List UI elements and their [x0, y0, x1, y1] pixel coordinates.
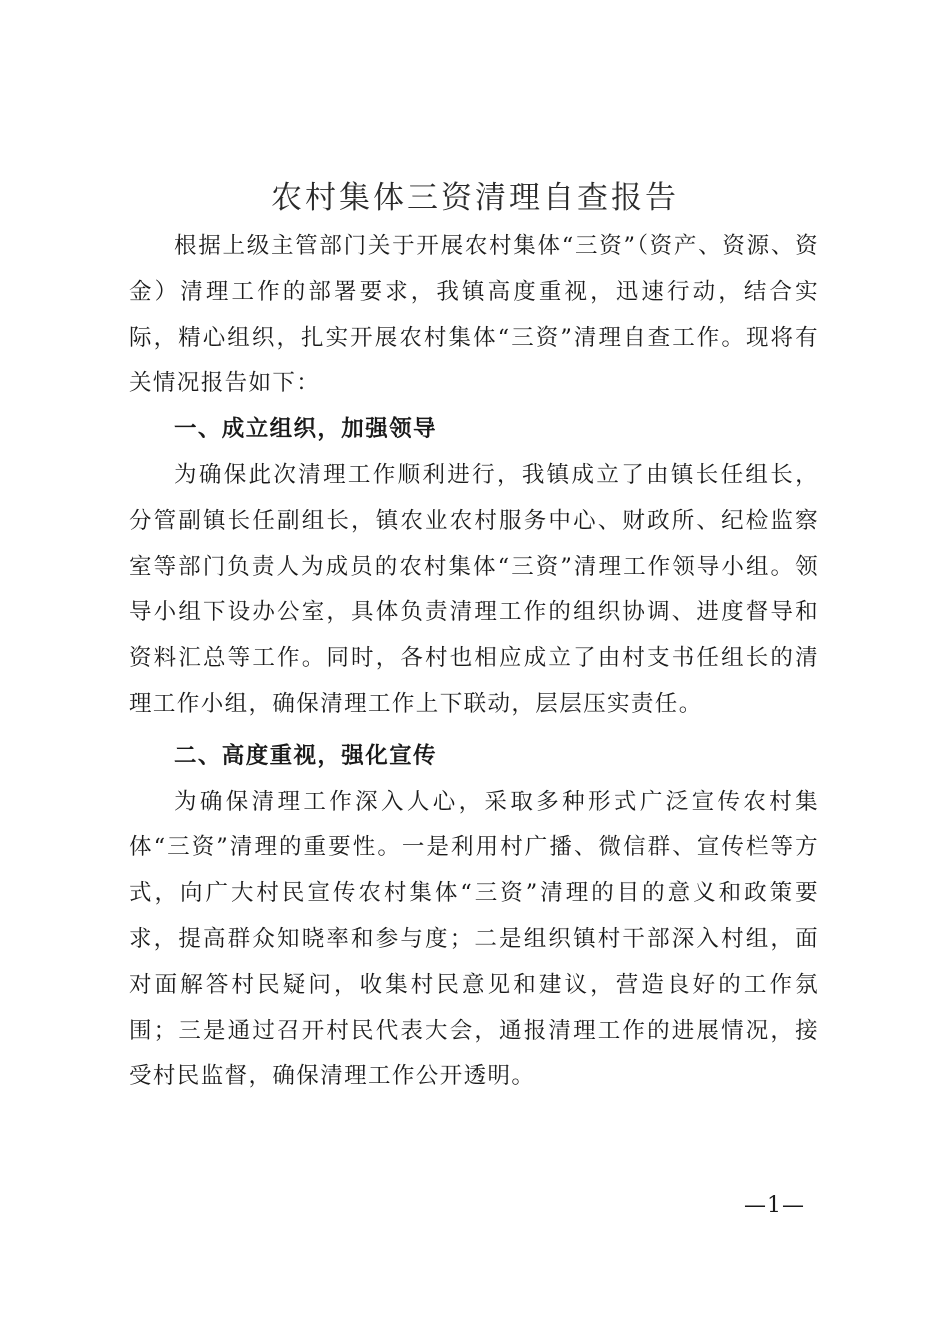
section-heading-organization: 一、成立组织，加强领导 — [174, 416, 437, 443]
section-paragraph-publicity: 为确保清理工作深入人心，采取多种形式广泛宣传农村集体“三资”清理的重要性。一是利用村广播、微信群、宣传栏等方式，向广大村民宣传农村集体“三资”清理的目的意义和政策要求，提高群众知晓率和参与度；二是组织镇村干部深入村组，面对面解答村民疑问，收集村民意见和建议，营造良好的工作氛围；三是通过召开村民代表大会，通报清理工作的进展情况，接受村民监督，确保清理工作公开透明。 — [129, 788, 819, 1090]
section-heading-publicity: 二、高度重视，强化宣传 — [174, 742, 437, 769]
page-number: —1— — [744, 1193, 805, 1218]
document-body — [129, 224, 819, 1100]
intro-paragraph: 根据上级主管部门关于开展农村集体“三资”（资产、资源、资金）清理工作的部署要求，我镇高度重视，迅速行动，结合实际，精心组织，扎实开展农村集体“三资”清理自查工作。现将有关情况报告如下： — [129, 233, 819, 397]
section-paragraph-organization: 为确保此次清理工作顺利进行，我镇成立了由镇长任组长，分管副镇长任副组长，镇农业农村服务中心、财政所、纪检监察室等部门负责人为成员的农村集体“三资”清理工作领导小组。领导小组下设办公室，具体负责清理工作的组织协调、进度督导和资料汇总等工作。同时，各村也相应成立了由村支书任组长的清理工作小组，确保清理工作上下联动，层层压实责任。 — [129, 461, 819, 717]
document-title: 农村集体三资清理自查报告 — [271, 180, 679, 216]
